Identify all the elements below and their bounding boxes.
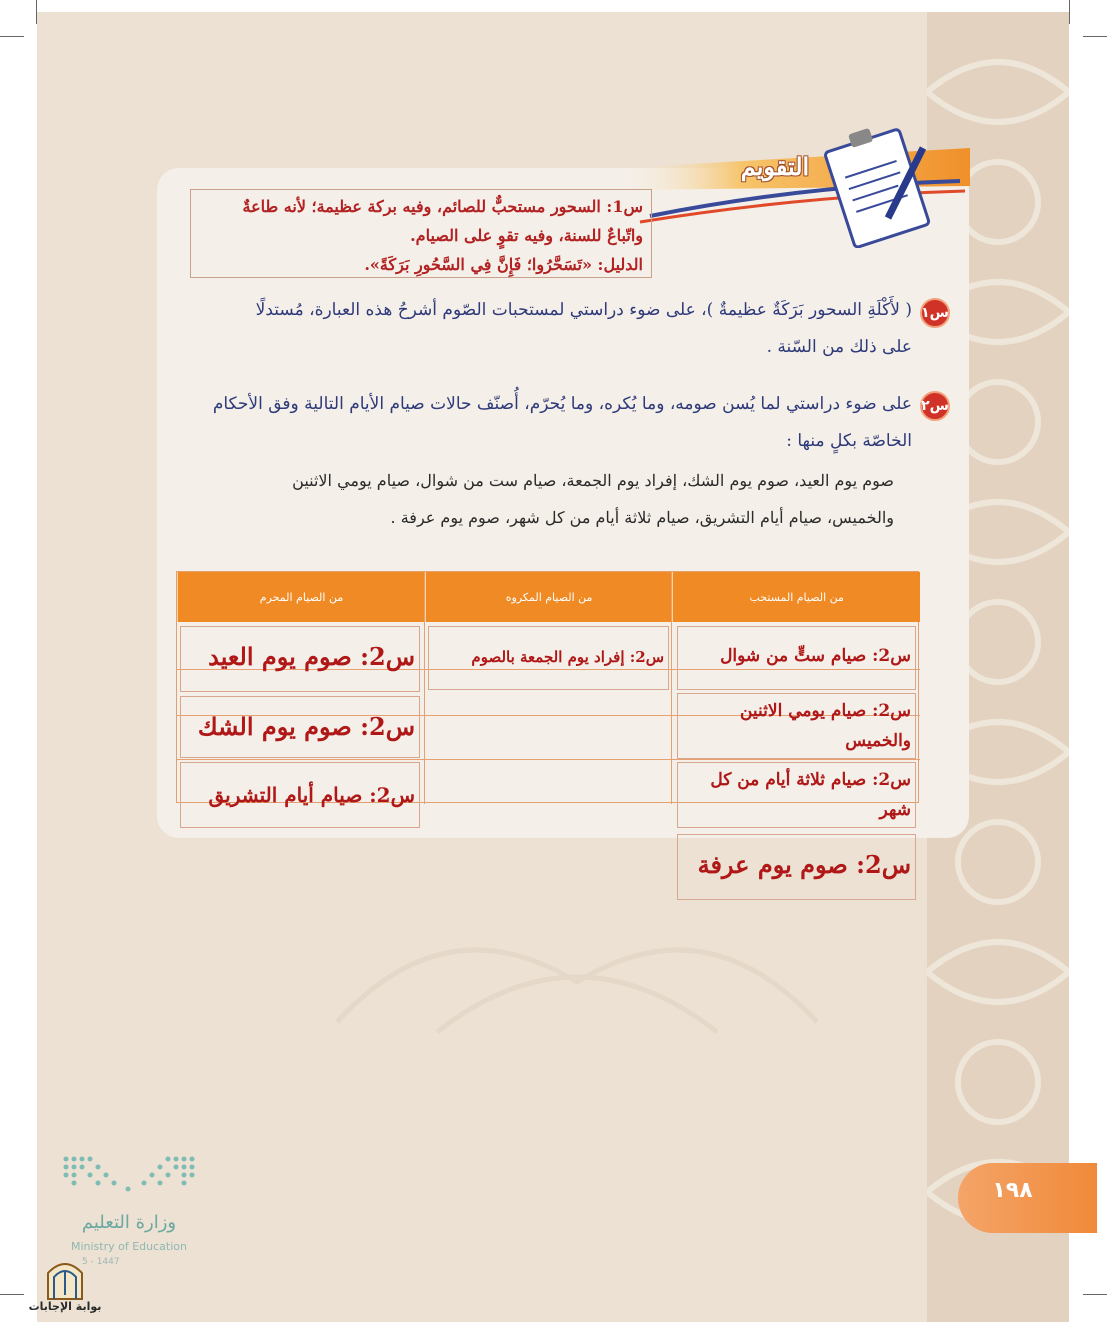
answer-mustahab-2: س2: صيام يومي الاثنين والخميس [677, 693, 916, 759]
crop-mark [0, 36, 24, 37]
answer-mustahab-1: س2: صيام ستٍّ من شوال [677, 626, 916, 690]
page-number: ١٩٨ [992, 1178, 1033, 1203]
portal-logo-icon [44, 1255, 86, 1301]
header-mustahab: من الصيام المستحب [672, 572, 920, 622]
answer-muharram-1: س2: صوم يوم العيد [180, 626, 420, 692]
question-2-items [166, 462, 894, 536]
portal-label: بوابة الإجابات [28, 1300, 102, 1313]
question-2-badge: س٢ [920, 391, 950, 421]
answer-muharram-3: س2: صيام أيام التشريق [180, 762, 420, 828]
question-1-line: على ذلك من السّنة . [766, 337, 912, 357]
question-2-items-line: والخميس، صيام أيام التشريق، صيام ثلاثة أيام من كل شهر، صوم يوم عرفة . [390, 508, 894, 527]
table-col-divider [671, 572, 672, 804]
table-row-divider [177, 759, 920, 760]
edition-year: 5 - 1447 [82, 1257, 120, 1267]
answer-q1-line: الدليل: «تَسَحَّرُوا؛ فَإِنَّ فِي السَّحُورِ بَرَكَةً». [364, 255, 643, 274]
question-1-line: ( لأَكْلَةِ السحور بَرَكَةٌ عظيمةٌ )، على ضوء دراستي لمستحبات الصّوم أشرحُ هذه العبارة، مُستدلًا [255, 300, 912, 320]
answer-mustahab-3: س2: صيام ثلاثة أيام من كل شهر [677, 762, 916, 828]
question-1-text [166, 292, 912, 366]
question-2-line: الخاصّة بكلٍ منها : [786, 431, 912, 451]
question-2-items-line: صوم يوم العيد، صوم يوم الشك، إفراد يوم الجمعة، صيام ست من شوال، صيام يومي الاثنين [292, 471, 894, 490]
question-2-text [166, 386, 912, 460]
header-muharram: من الصيام المحرم [177, 572, 425, 622]
section-title: التقويم [740, 152, 810, 181]
answer-box-q1 [190, 189, 652, 278]
question-1-badge: س١ [920, 298, 950, 328]
answer-mustahab-4: س2: صوم يوم عرفة [677, 834, 916, 900]
crop-mark [1083, 1294, 1107, 1295]
table-col-divider [424, 572, 425, 804]
answer-q1-line: واتّباعٌ للسنة، وفيه تقوٍ على الصيام. [410, 226, 643, 245]
table-header-row [177, 572, 920, 622]
answer-muharram-2: س2: صوم يوم الشك [180, 696, 420, 758]
question-2-line: على ضوء دراستي لما يُسن صومه، وما يُكره، وما يُحرّم، أُصنّف حالات صيام الأيام التالية وفق الأحكام [212, 394, 912, 414]
answer-makrooh-1: س2: إفراد يوم الجمعة بالصوم [428, 626, 669, 690]
crop-mark [1069, 0, 1070, 24]
ministry-name-ar: وزارة التعليم [81, 1212, 177, 1233]
answer-q1-line: س1: السحور مستحبٌّ للصائم، وفيه بركة عظيمة؛ لأنه طاعةٌ [242, 197, 643, 216]
crop-mark [0, 1294, 24, 1295]
ministry-logo-icon [62, 1155, 196, 1197]
ministry-name-en: Ministry of Education [70, 1240, 187, 1253]
clipboard-pen-icon [818, 118, 938, 248]
crop-mark [1083, 36, 1107, 37]
header-makrooh: من الصيام المكروه [425, 572, 673, 622]
